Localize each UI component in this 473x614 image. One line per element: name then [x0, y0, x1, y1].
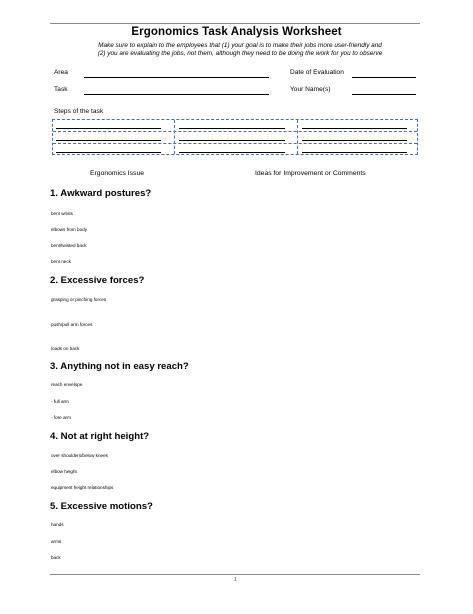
list-item: back	[51, 555, 61, 560]
date-of-evaluation-field[interactable]	[352, 77, 416, 78]
list-item: arms	[51, 539, 62, 544]
step-field-7[interactable]	[56, 152, 161, 153]
column-header-ideas: Ideas for Improvement or Comments	[255, 170, 366, 177]
area-field[interactable]	[84, 77, 269, 78]
header-rule	[50, 23, 420, 24]
section-not-at-right-height: 4. Not at right height?	[50, 431, 150, 442]
list-item: reach envelope	[51, 382, 83, 387]
list-item: elbow height	[51, 469, 77, 474]
section-excessive-forces: 2. Excessive forces?	[50, 275, 145, 286]
your-names-field[interactable]	[352, 94, 416, 95]
intro-line-1: Make sure to explain to the employees that (1) your goal is to make their jobs more user-friendly and	[98, 42, 382, 49]
column-header-issue: Ergonomics Issue	[90, 170, 145, 177]
section-awkward-postures: 1. Awkward postures?	[50, 188, 152, 199]
list-item: - fore arm	[51, 415, 71, 420]
list-item: hands	[51, 522, 64, 527]
step-field-2[interactable]	[179, 128, 285, 129]
task-label: Task	[54, 86, 68, 93]
step-field-6[interactable]	[302, 140, 407, 141]
intro-line-2: (2) you are evaluating the jobs, not them, although they need to be doing the work for you to observe	[97, 50, 383, 58]
step-field-4[interactable]	[56, 140, 161, 141]
section-excessive-motions: 5. Excessive motions?	[50, 501, 153, 512]
step-field-8[interactable]	[179, 152, 285, 153]
list-item: push/pull arm forces	[51, 322, 93, 327]
page-number: 1	[234, 577, 238, 583]
date-of-evaluation-label: Date of Evaluation	[290, 69, 344, 76]
section-not-in-easy-reach: 3. Anything not in easy reach?	[50, 361, 189, 372]
task-field[interactable]	[84, 94, 269, 95]
list-item: - full arm	[51, 399, 69, 404]
list-item: loads on back	[51, 346, 80, 351]
list-item: bent wrists	[51, 211, 73, 216]
steps-grid	[52, 119, 418, 155]
list-item: over shoulders/below knees	[51, 453, 108, 458]
step-field-3[interactable]	[302, 128, 407, 129]
page-title: Ergonomics Task Analysis Worksheet	[131, 26, 342, 38]
your-names-label: Your Name(s)	[290, 86, 331, 93]
list-item: bent neck	[51, 259, 71, 264]
intro-text	[60, 42, 420, 59]
footer-rule	[50, 574, 420, 575]
step-field-1[interactable]	[56, 128, 161, 129]
steps-label: Steps of the task	[54, 108, 104, 115]
list-item: bent/twisted back	[51, 243, 87, 248]
list-item: elbows from body	[51, 227, 88, 232]
list-item: equipment height relationships	[51, 485, 114, 490]
list-item: grasping or pinching forces	[51, 297, 107, 302]
area-label: Area	[54, 69, 68, 76]
step-field-5[interactable]	[179, 140, 285, 141]
step-field-9[interactable]	[302, 152, 407, 153]
